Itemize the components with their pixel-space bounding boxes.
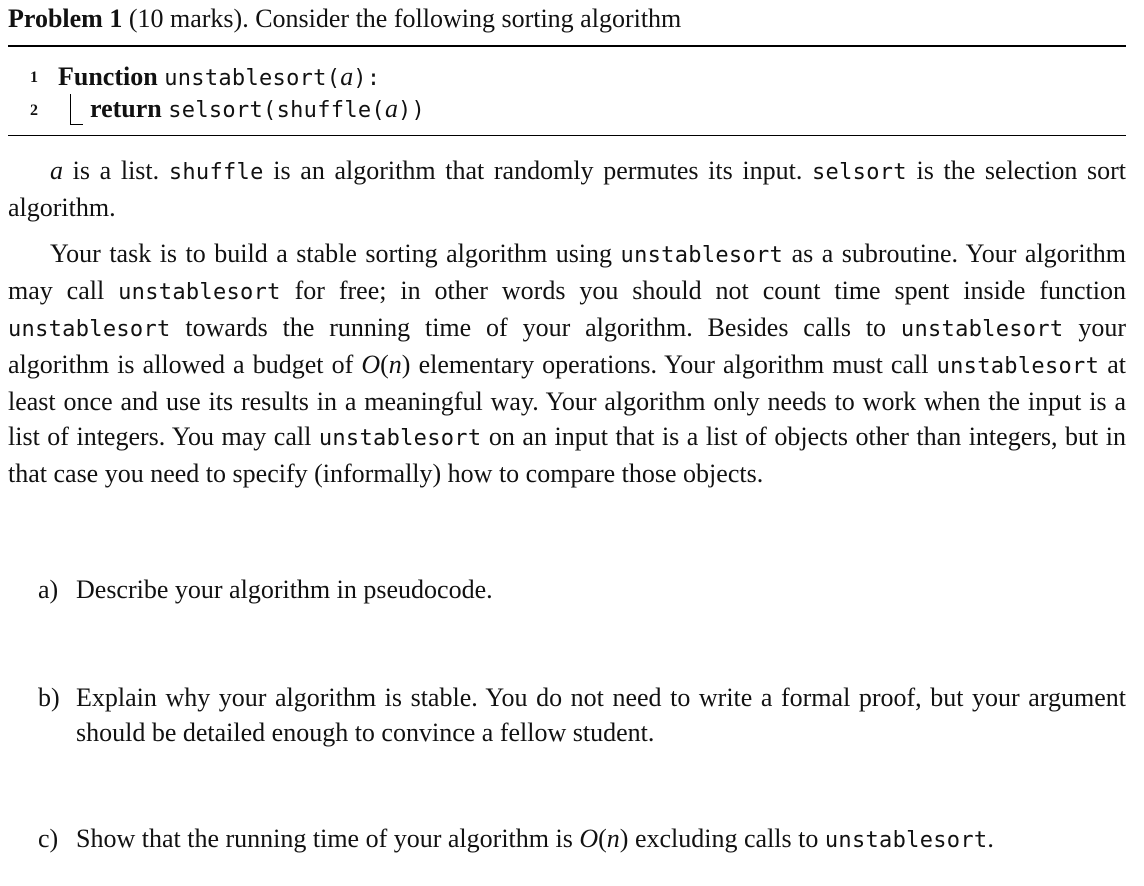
part-c-text-2: excluding calls to bbox=[628, 824, 825, 853]
part-c-paren-close: ) bbox=[619, 824, 629, 853]
part-a bbox=[38, 572, 1126, 607]
algorithm-line-2 bbox=[90, 94, 425, 124]
part-c-n: n bbox=[606, 824, 620, 853]
part-c-text bbox=[76, 821, 1126, 858]
task-code-5: unstablesort bbox=[936, 354, 1100, 379]
part-c-label: c) bbox=[38, 824, 59, 853]
algorithm-block bbox=[8, 58, 1126, 134]
function-param: a bbox=[340, 62, 354, 91]
task-code-6: unstablesort bbox=[318, 426, 482, 451]
description-var: a bbox=[50, 156, 63, 185]
task-code-1: unstablesort bbox=[620, 243, 784, 268]
algorithm-bottom-rule bbox=[8, 135, 1126, 136]
task-bigO-n: n bbox=[388, 350, 402, 379]
task-text-5: your algorithm is allowed a budget of bbox=[8, 313, 1126, 379]
task-text-2: as a subroutine. Your algorithm may call bbox=[8, 239, 1127, 305]
task-bigO: O bbox=[361, 350, 381, 379]
part-a-label: a) bbox=[38, 575, 59, 604]
description-text-1: is a list. bbox=[63, 156, 169, 185]
problem-marks: (10 marks). bbox=[128, 4, 249, 33]
task-code-4: unstablesort bbox=[900, 317, 1064, 342]
task-code-2: unstablesort bbox=[118, 280, 281, 305]
task-text-4: towards the running time of your algorithm. Besides calls to bbox=[170, 313, 901, 342]
description-paragraph bbox=[8, 153, 1126, 225]
part-c-text-3: . bbox=[987, 824, 994, 853]
line-number-2: 2 bbox=[30, 102, 38, 119]
task-text-3: for free; in other words you should not count time spent inside function bbox=[280, 276, 1126, 305]
task-text-8: on an input that is a list of objects other than integers, but in that case you need to specify (informally) how to compare those objects. bbox=[8, 422, 1126, 488]
task-bigO-close: ) bbox=[401, 350, 411, 379]
part-b-text: Explain why your algorithm is stable. You do not need to write a formal proof, but your argument should be detailed enough to convince a fellow student. bbox=[76, 683, 1126, 747]
part-a-text: Describe your algorithm in pseudocode. bbox=[76, 575, 493, 604]
algorithm-line-1 bbox=[58, 62, 380, 92]
return-param: a bbox=[384, 94, 398, 123]
part-c-paren-open: ( bbox=[598, 824, 607, 853]
part-c-code: unstablesort bbox=[824, 828, 988, 853]
task-text-1: Your task is to build a stable sorting algorithm using bbox=[50, 239, 621, 268]
part-c-text-1: Show that the running time of your algorithm is bbox=[76, 824, 580, 853]
description-selsort: selsort bbox=[812, 160, 907, 185]
part-c bbox=[38, 821, 1126, 858]
part-b bbox=[38, 680, 1126, 750]
task-text-7: at least once and use its results in a meaningful way. Your algorithm only needs to work when the input is a list of integers. You may call bbox=[8, 350, 1126, 451]
block-guide-line bbox=[70, 94, 83, 125]
problem-intro: Consider the following sorting algorithm bbox=[255, 4, 682, 33]
description-text-3: is the selection sort algorithm. bbox=[8, 156, 1126, 222]
task-paragraph bbox=[8, 236, 1126, 491]
part-b-label: b) bbox=[38, 683, 60, 712]
return-call: selsort(shuffle( bbox=[168, 98, 385, 123]
task-code-3: unstablesort bbox=[8, 317, 171, 342]
return-keyword: return bbox=[90, 94, 162, 123]
description-text-2: is an algorithm that randomly permutes its input. bbox=[263, 156, 813, 185]
line-number-1: 1 bbox=[30, 69, 38, 86]
task-bigO-open: ( bbox=[380, 350, 389, 379]
task-text-6: elementary operations. Your algorithm must call bbox=[410, 350, 937, 379]
function-paren-close: ): bbox=[353, 66, 381, 91]
part-c-bigO: O bbox=[579, 824, 599, 853]
function-name: unstablesort( bbox=[164, 66, 341, 91]
problem-heading bbox=[8, 4, 681, 34]
description-shuffle: shuffle bbox=[168, 160, 264, 185]
problem-title: Problem 1 bbox=[8, 4, 123, 33]
function-keyword: Function bbox=[58, 62, 158, 91]
return-paren-close: )) bbox=[397, 98, 426, 123]
algorithm-top-rule bbox=[8, 45, 1126, 47]
